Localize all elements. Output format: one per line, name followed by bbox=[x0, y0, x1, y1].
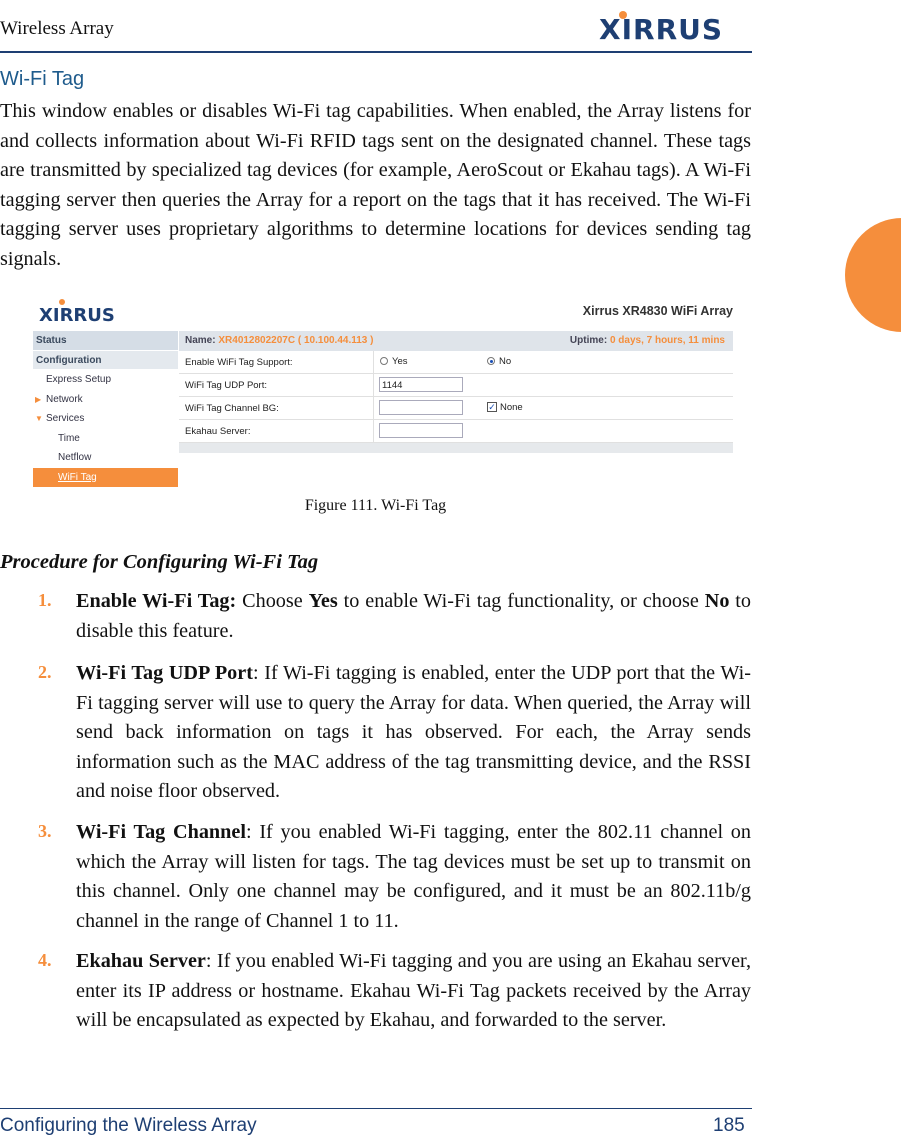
channel-label: WiFi Tag Channel BG: bbox=[185, 403, 279, 414]
no-label: No bbox=[499, 356, 512, 367]
step-number: 2. bbox=[38, 662, 52, 682]
config-panel bbox=[179, 331, 733, 453]
step-number: 1. bbox=[38, 590, 52, 610]
step-term: Ekahau Server bbox=[76, 950, 206, 972]
product-title bbox=[583, 304, 733, 318]
product-prefix: Xirrus bbox=[582, 304, 619, 318]
expand-arrow-icon: ▶ bbox=[35, 394, 42, 404]
screenshot-xirrus-logo bbox=[38, 298, 136, 324]
step-option-yes: Yes bbox=[308, 590, 338, 612]
channel-input[interactable] bbox=[379, 400, 463, 415]
sidebar-item-label: Services bbox=[46, 413, 85, 424]
step-option-no: No bbox=[704, 590, 730, 612]
name-label: Name: bbox=[185, 335, 216, 346]
udp-port-label: WiFi Tag UDP Port: bbox=[185, 380, 268, 391]
section-title: Wi-Fi Tag bbox=[0, 68, 85, 90]
step-2 bbox=[76, 659, 751, 807]
no-radio[interactable] bbox=[487, 357, 495, 365]
channel-cell bbox=[373, 397, 734, 419]
sidebar-item-netflow[interactable]: Netflow bbox=[58, 452, 92, 463]
step-number: 4. bbox=[38, 950, 52, 970]
udp-port-cell bbox=[373, 374, 734, 396]
product-name: XR4830 WiFi Array bbox=[622, 304, 733, 318]
sidebar-item-wifi-tag[interactable]: WiFi Tag bbox=[33, 468, 178, 488]
intro-paragraph: This window enables or disables Wi-Fi tag capabilities. When enabled, the Array listens for and collects information about Wi-Fi RFID tags sent on the designated channel. These tags are transmitted by specialized tag devices (for example, AeroScout or Ekahau tags). A Wi-Fi tagging server then queries the Array for a report on the tags that it has received. The Wi-Fi tagging server uses proprietary algorithms to determine locations for devices sending tag signals. bbox=[0, 100, 751, 270]
header-rule bbox=[0, 51, 752, 53]
enable-cell bbox=[373, 351, 734, 373]
step-text: : If Wi-Fi tagging is enabled, enter the UDP port that the Wi-Fi tagging server will use to query the Array for data. When queried, the Array will send back information on tags it has observed. For each, the Array sends information such as the MAC address of the tag transmitting device, and the RSSI and noise floor observed. bbox=[76, 662, 752, 803]
page-number: 185 bbox=[713, 1115, 745, 1136]
step-term: Wi-Fi Tag UDP Port bbox=[76, 662, 253, 684]
step-term: Wi-Fi Tag Channel bbox=[76, 821, 246, 843]
sidebar bbox=[33, 331, 178, 487]
running-header-title: Wireless Array bbox=[0, 18, 114, 39]
step-4 bbox=[76, 947, 751, 1036]
sidebar-item-express-setup[interactable] bbox=[33, 370, 178, 390]
sidebar-item-time[interactable]: Time bbox=[58, 432, 80, 444]
step-text: : If you enabled Wi-Fi tagging, enter the 802.11 channel on which the Array will listen for tags. The tag devices must be set up to transmit on this channel. Only one channel may be configured, and it must be an 802.11b/g channel in the range of Channel 1 to 11. bbox=[76, 821, 751, 932]
form-row-enable bbox=[179, 351, 733, 374]
status-bar bbox=[179, 331, 733, 351]
step-3 bbox=[76, 818, 751, 936]
step-1 bbox=[76, 587, 751, 646]
yes-label: Yes bbox=[392, 356, 408, 367]
none-label: None bbox=[500, 402, 523, 413]
figure-caption: Figure 111. Wi-Fi Tag bbox=[304, 497, 447, 514]
step-term: Enable Wi-Fi Tag: bbox=[76, 590, 237, 612]
uptime-label: Uptime: bbox=[569, 335, 608, 346]
udp-port-input[interactable]: 1144 bbox=[379, 377, 463, 392]
sidebar-item-services[interactable] bbox=[33, 409, 178, 429]
sidebar-item-label: Network bbox=[46, 393, 83, 405]
footer-chapter-title: Configuring the Wireless Array bbox=[0, 1115, 257, 1136]
ekahau-cell bbox=[373, 420, 734, 442]
ekahau-label: Ekahau Server: bbox=[185, 426, 251, 437]
step-text: to disable this feature. bbox=[76, 590, 752, 642]
name-value: XR4012802207C ( 10.100.44.113 ) bbox=[218, 335, 374, 346]
uptime-value: 0 days, 7 hours, 11 mins bbox=[609, 335, 725, 346]
none-checkbox[interactable]: ✓ bbox=[488, 402, 496, 412]
step-text: Choose bbox=[236, 590, 309, 612]
form-row-ekahau bbox=[179, 420, 733, 443]
xirrus-logo bbox=[597, 10, 747, 42]
form-row-channel bbox=[179, 397, 733, 420]
sidebar-item-label: Express Setup bbox=[46, 374, 112, 385]
footer-rule bbox=[0, 1108, 752, 1109]
sidebar-item-configuration[interactable]: Configuration bbox=[33, 351, 178, 371]
step-text: to enable Wi-Fi tag functionality, or choose bbox=[337, 590, 705, 612]
svg-text:XIRRUS: XIRRUS bbox=[39, 305, 115, 324]
step-text: : If you enabled Wi-Fi tagging and you are using an Ekahau server, enter its IP address or hostname. Ekahau Wi-Fi Tag packets received by the Array will be encapsulated as expected by Ekahau, and forwarded to the server. bbox=[76, 950, 751, 1032]
form-row-udp-port bbox=[179, 374, 733, 397]
ekahau-server-input[interactable] bbox=[379, 423, 463, 438]
step-number: 3. bbox=[38, 821, 52, 841]
yes-radio[interactable] bbox=[380, 357, 388, 365]
chapter-tab-marker bbox=[845, 218, 901, 332]
procedure-title: Procedure for Configuring Wi-Fi Tag bbox=[0, 551, 319, 573]
enable-label: Enable WiFi Tag Support: bbox=[185, 357, 293, 368]
svg-text:XIRRUS: XIRRUS bbox=[599, 13, 724, 42]
sidebar-item-status[interactable]: Status bbox=[33, 331, 178, 351]
figure-screenshot bbox=[33, 294, 733, 487]
sidebar-item-network[interactable] bbox=[33, 390, 178, 410]
collapse-arrow-icon: ▼ bbox=[35, 414, 43, 423]
